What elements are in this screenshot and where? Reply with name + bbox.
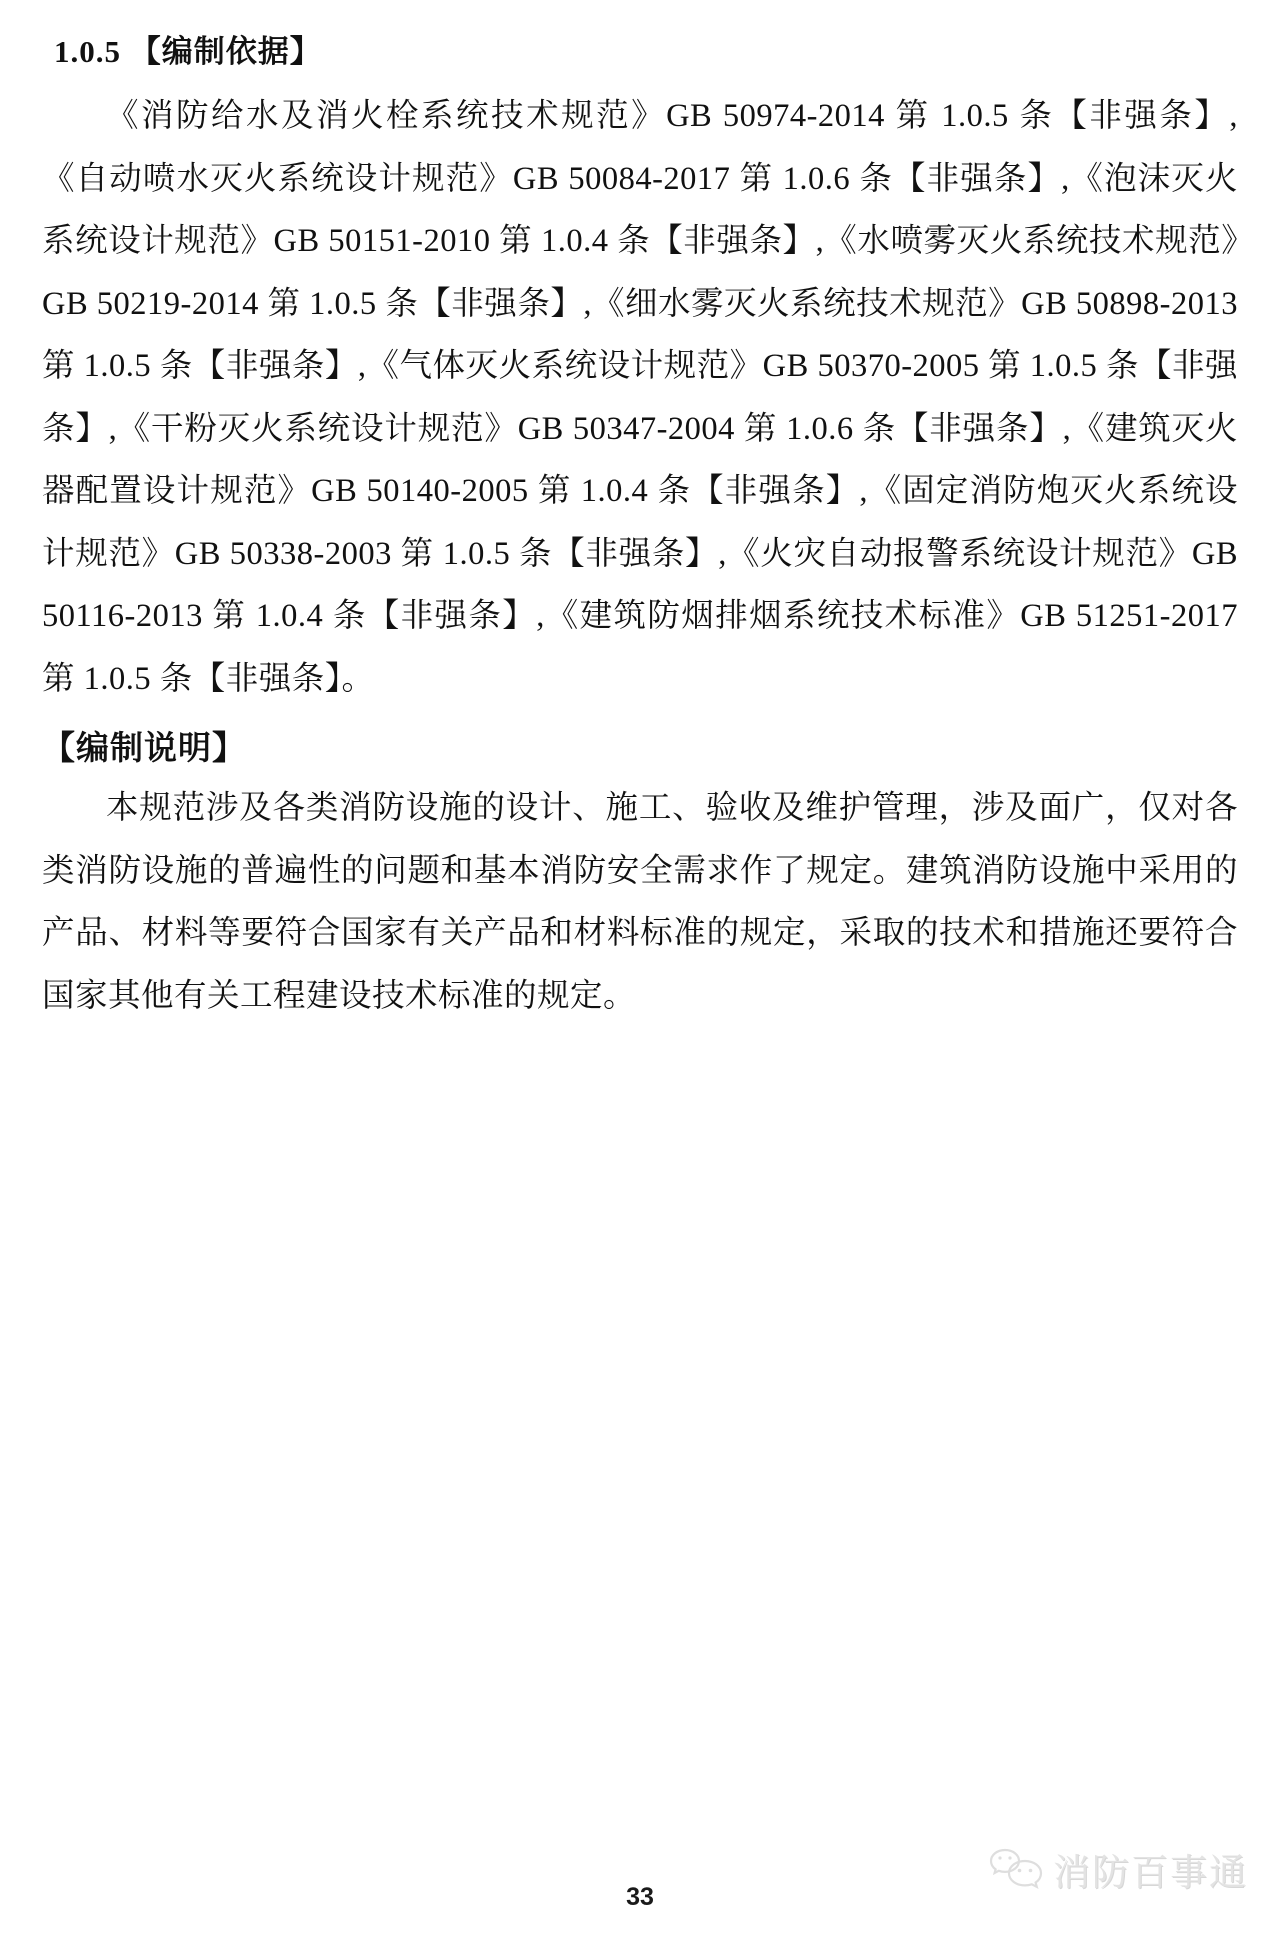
- watermark: [987, 1842, 1248, 1896]
- basis-paragraph: 《消防给水及消火栓系统技术规范》GB 50974-2014 第 1.0.5 条【非强条】,《自动喷水灭火系统设计规范》GB 50084-2017 第 1.0.6 条【非强条】,《泡沫灭火系统设计规范》GB 50151-2010 第 1.0.4 条【非强条】,《水喷雾灭火系统技术规范》GB 50219-2014 第 1.0.5 条【非强条】,《细水雾灭火系统技术规范》GB 50898-2013 第 1.0.5 条【非强条】,《气体灭火系统设计规范》GB 50370-2005 第 1.0.5 条【非强条】,《干粉灭火系统设计规范》GB 50347-2004 第 1.0.6 条【非强条】,《建筑灭火器配置设计规范》GB 50140-2005 第 1.0.4 条【非强条】,《固定消防炮灭火系统设计规范》GB 50338-2003 第 1.0.5 条【非强条】,《火灾自动报警系统设计规范》GB 50116-2013 第 1.0.4 条【非强条】,《建筑防烟排烟系统技术标准》GB 51251-2017 第 1.0.5 条【非强条】。: [42, 98, 1238, 697]
- wechat-bubbles-icon: [987, 1847, 1045, 1891]
- explanation-paragraph: 本规范涉及各类消防设施的设计、施工、验收及维护管理，涉及面广，仅对各类消防设施的普遍性的问题和基本消防安全需求作了规定。建筑消防设施中采用的产品、材料等要符合国家有关产品和材料标准的规定，采取的技术和措施还要符合国家其他有关工程建设技术标准的规定。: [42, 790, 1238, 1014]
- page-number: 33: [626, 1883, 654, 1911]
- section-heading: 1.0.5 【编制依据】: [54, 34, 322, 69]
- explanation-heading: 【编制说明】: [42, 731, 246, 767]
- watermark-text: 消防百事通: [1053, 1852, 1248, 1893]
